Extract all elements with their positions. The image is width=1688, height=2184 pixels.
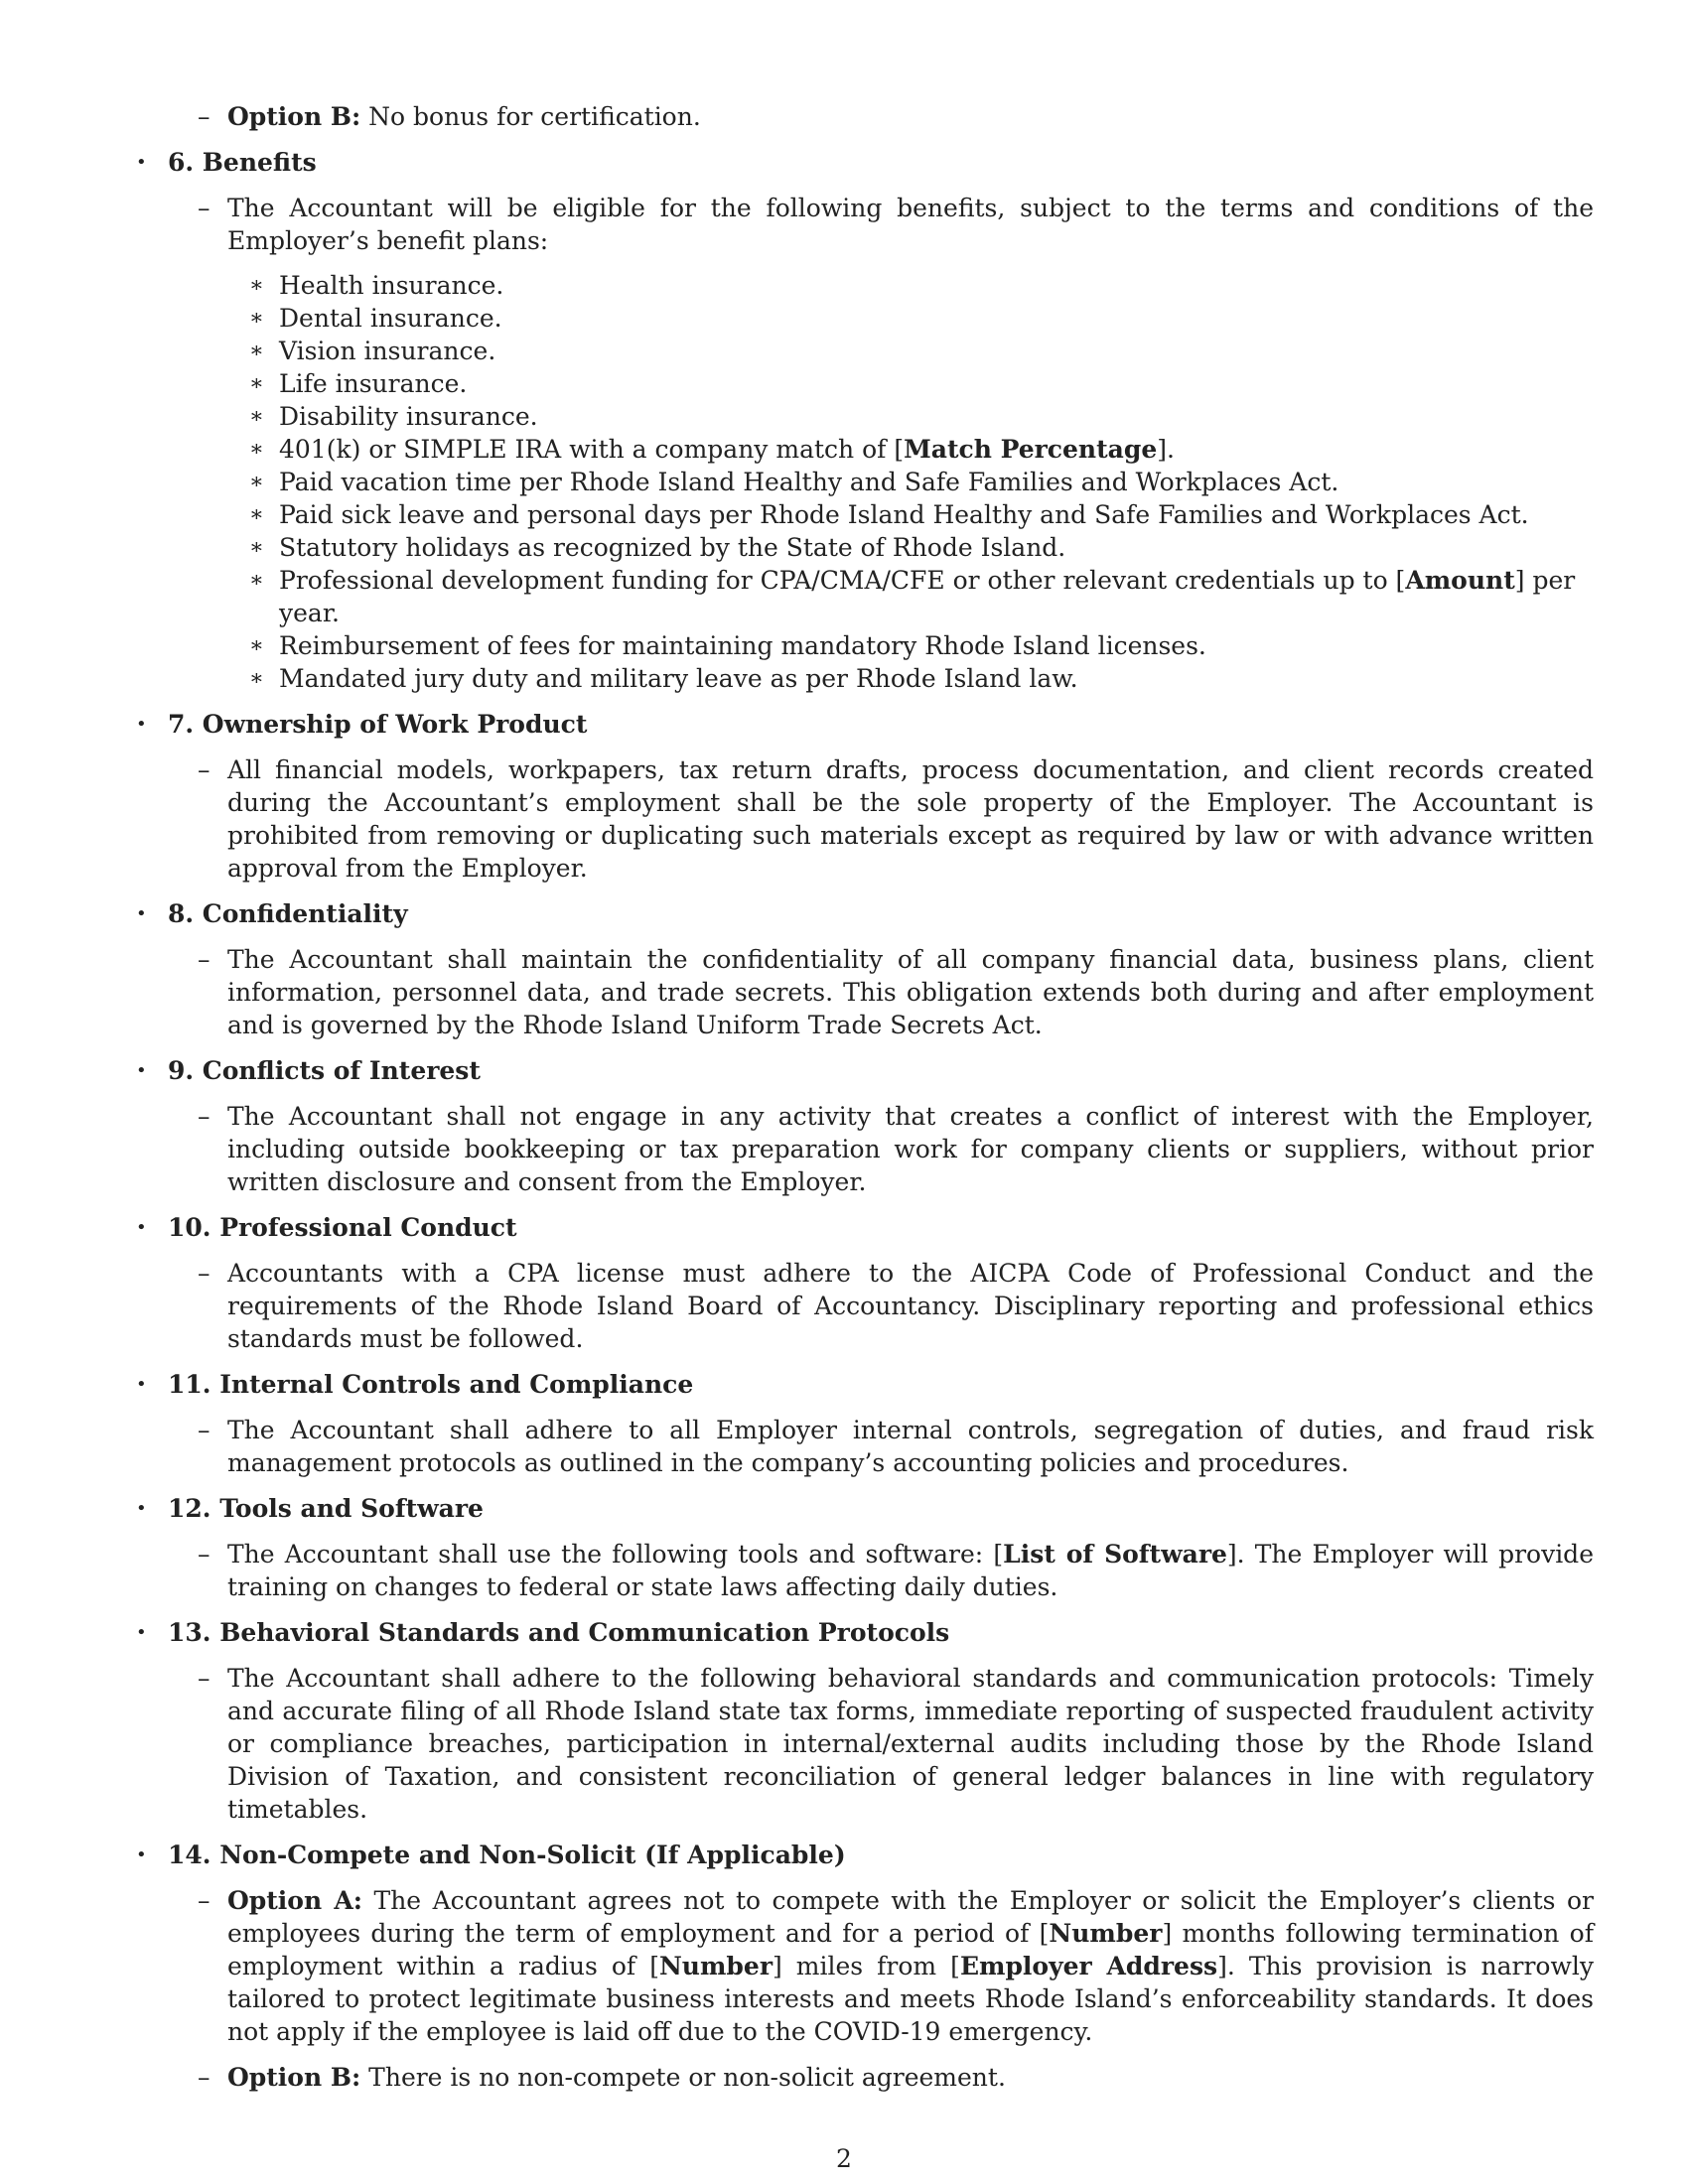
- option-text: No bonus for certification.: [360, 102, 701, 131]
- benefit-text: 401(k) or SIMPLE IRA with a company match of [: [279, 435, 905, 464]
- subsection-list: [168, 753, 1594, 885]
- section-title: 6. Benefits: [168, 148, 317, 177]
- dash-marker: –: [198, 1664, 211, 1693]
- bullet-icon: •: [136, 1498, 147, 1519]
- section-paragraph: [168, 1100, 1594, 1198]
- asterisk-icon: ∗: [249, 339, 264, 363]
- bullet-icon: •: [136, 1622, 147, 1643]
- asterisk-icon: ∗: [249, 371, 264, 396]
- subsection-list: [168, 1257, 1594, 1355]
- non-compete-option-a: [168, 1884, 1594, 2048]
- bullet-icon: •: [136, 152, 147, 173]
- document-content: [134, 100, 1594, 2107]
- benefit-text: Disability insurance.: [279, 402, 538, 431]
- dash-marker: –: [198, 1416, 211, 1444]
- dash-marker: –: [198, 1259, 211, 1288]
- section-non-compete: [134, 1839, 1594, 2094]
- benefit-text: Paid vacation time per Rhode Island Healthy and Safe Families and Workplaces Act.: [279, 468, 1339, 496]
- bullet-icon: •: [136, 714, 147, 735]
- asterisk-icon: ∗: [249, 568, 264, 593]
- option-label: Option A:: [227, 1886, 363, 1915]
- paragraph-text: The Accountant shall not engage in any activity that creates a conflict of interest with the Employer, including outside bookkeeping or tax preparation work for company clients or suppliers, without prior written disclosure and consent from the Employer.: [227, 1102, 1594, 1196]
- benefit-item: [249, 629, 1594, 662]
- dash-marker: –: [198, 1886, 211, 1915]
- benefits-intro-text: The Accountant will be eligible for the following benefits, subject to the terms and conditions of the Employer’s benefit plans:: [227, 194, 1594, 255]
- radius-number-placeholder: Number: [658, 1952, 773, 1980]
- section-benefits: [134, 146, 1594, 695]
- paragraph-text: All financial models, workpapers, tax return drafts, process documentation, and client records created during the Accountant’s employment shall be the sole property of the Employer. The Accountant is prohibited from removing or duplicating such materials except as required by law or with advance written approval from the Employer.: [227, 755, 1594, 883]
- section-tools-and-software: [134, 1492, 1594, 1603]
- section-ownership-of-work-product: [134, 708, 1594, 885]
- benefit-text: Dental insurance.: [279, 304, 502, 333]
- benefits-intro: [168, 192, 1594, 257]
- subsection-list: [168, 943, 1594, 1041]
- section-internal-controls: [134, 1368, 1594, 1479]
- benefit-item: [249, 400, 1594, 433]
- benefit-item: [249, 662, 1594, 695]
- option-a-text-part: The Accountant agrees not to compete with the Employer or solicit the Employer’s clients or employees during the term of employment and for a period of [: [227, 1886, 1594, 1948]
- section-title: 12. Tools and Software: [168, 1494, 484, 1523]
- benefit-text: Vision insurance.: [279, 337, 496, 365]
- benefit-item: [249, 367, 1594, 400]
- bullet-icon: •: [136, 903, 147, 924]
- benefit-item: [249, 466, 1594, 498]
- section-behavioral-standards: [134, 1616, 1594, 1826]
- dash-marker: –: [198, 194, 211, 222]
- non-compete-option-b: [168, 2061, 1594, 2094]
- option-a-text-part: ] miles from [: [773, 1952, 960, 1980]
- section-title: 14. Non-Compete and Non-Solicit (If Applicable): [168, 1841, 846, 1869]
- dash-marker: –: [198, 1102, 211, 1131]
- paragraph-text: Accountants with a CPA license must adhere to the AICPA Code of Professional Conduct and the requirements of the Rhode Island Board of Accountancy. Disciplinary reporting and professional ethics standards must be followed.: [227, 1259, 1594, 1353]
- section-professional-conduct: [134, 1211, 1594, 1355]
- months-number-placeholder: Number: [1049, 1919, 1163, 1948]
- benefit-text: Health insurance.: [279, 271, 504, 300]
- asterisk-icon: ∗: [249, 470, 264, 494]
- bullet-icon: •: [136, 1060, 147, 1081]
- asterisk-icon: ∗: [249, 633, 264, 658]
- benefits-list: [168, 269, 1594, 695]
- asterisk-icon: ∗: [249, 535, 264, 560]
- benefit-item: [249, 335, 1594, 367]
- dash-marker: –: [198, 1540, 211, 1569]
- section-title: 8. Confidentiality: [168, 899, 408, 928]
- section-title: 11. Internal Controls and Compliance: [168, 1370, 694, 1399]
- asterisk-icon: ∗: [249, 404, 264, 429]
- option-a-text-part: ] months following termination of employment within a radius of [: [227, 1919, 1594, 1980]
- benefit-item: [249, 498, 1594, 531]
- subsection-list: [168, 1414, 1594, 1479]
- benefit-item-professional-development: [249, 564, 1594, 629]
- benefit-text: Paid sick leave and personal days per Rhode Island Healthy and Safe Families and Workplaces Act.: [279, 500, 1529, 529]
- benefit-text-suffix: ] per year.: [279, 566, 1576, 627]
- software-list-placeholder: List of Software: [1003, 1540, 1227, 1569]
- benefit-text: Mandated jury duty and military leave as per Rhode Island law.: [279, 664, 1078, 693]
- dash-marker: –: [198, 2063, 211, 2092]
- section-paragraph: [168, 1257, 1594, 1355]
- asterisk-icon: ∗: [249, 666, 264, 691]
- amount-placeholder: Amount: [1405, 566, 1515, 595]
- benefit-text: Life insurance.: [279, 369, 468, 398]
- section-title: 10. Professional Conduct: [168, 1213, 517, 1242]
- asterisk-icon: ∗: [249, 273, 264, 298]
- asterisk-icon: ∗: [249, 437, 264, 462]
- option-label: Option B:: [227, 102, 361, 131]
- section-title: 9. Conflicts of Interest: [168, 1056, 481, 1085]
- bullet-icon: •: [136, 1374, 147, 1395]
- asterisk-icon: ∗: [249, 306, 264, 331]
- section-paragraph: [168, 1538, 1594, 1603]
- asterisk-icon: ∗: [249, 502, 264, 527]
- bullet-icon: •: [136, 1217, 147, 1238]
- benefit-text: Statutory holidays as recognized by the State of Rhode Island.: [279, 533, 1066, 562]
- paragraph-text: The Accountant shall adhere to all Employer internal controls, segregation of duties, and fraud risk management protocols as outlined in the company’s accounting policies and procedures.: [227, 1416, 1594, 1477]
- bullet-icon: •: [136, 1844, 147, 1865]
- paragraph-text-suffix: ]. The Employer will provide training on changes to federal or state laws affecting daily duties.: [227, 1540, 1594, 1601]
- section-conflicts-of-interest: [134, 1054, 1594, 1198]
- section-paragraph: [168, 1662, 1594, 1826]
- benefit-item: [249, 269, 1594, 302]
- page-number: 2: [836, 2144, 852, 2173]
- benefit-text: Professional development funding for CPA/CMA/CFE or other relevant credentials up to [: [279, 566, 1406, 595]
- employer-address-placeholder: Employer Address: [959, 1952, 1218, 1980]
- match-percentage-placeholder: Match Percentage: [904, 435, 1158, 464]
- section-confidentiality: [134, 897, 1594, 1041]
- paragraph-text: The Accountant shall use the following tools and software: [: [227, 1540, 1004, 1569]
- benefit-item-401k: [249, 433, 1594, 466]
- paragraph-text: The Accountant shall adhere to the following behavioral standards and communication protocols: Timely and accurate filing of all Rhode Island state tax forms, immediate reporting of suspected fraudulent activity or compliance breaches, participation in internal/external audits including those by the Rhode Island Division of Taxation, and consistent reconciliation of general ledger balances in line with regulatory timetables.: [227, 1664, 1594, 1824]
- option-b-text: There is no non-compete or non-solicit agreement.: [360, 2063, 1006, 2092]
- benefit-item: [249, 531, 1594, 564]
- benefit-item: [249, 302, 1594, 335]
- subsection-list: [168, 192, 1594, 695]
- subsection-list: [168, 1884, 1594, 2094]
- section-paragraph: [168, 943, 1594, 1041]
- dash-marker: –: [198, 102, 211, 131]
- dash-marker: –: [198, 755, 211, 784]
- option-label: Option B:: [227, 2063, 361, 2092]
- option-b-certification: [134, 100, 1594, 133]
- section-paragraph: [168, 1414, 1594, 1479]
- dash-marker: –: [198, 945, 211, 974]
- subsection-list: [168, 1538, 1594, 1603]
- subsection-list: [168, 1100, 1594, 1198]
- section-title: 7. Ownership of Work Product: [168, 710, 588, 739]
- subsection-list: [168, 1662, 1594, 1826]
- section-paragraph: [168, 753, 1594, 885]
- benefit-text: Reimbursement of fees for maintaining mandatory Rhode Island licenses.: [279, 631, 1206, 660]
- option-a-text-part: ]. This provision is narrowly tailored to protect legitimate business interests and meets Rhode Island’s enforceability standards. It does not apply if the employee is laid off due to the COVID-19 emergency.: [227, 1952, 1594, 2046]
- benefit-text-suffix: ].: [1157, 435, 1175, 464]
- paragraph-text: The Accountant shall maintain the confidentiality of all company financial data, business plans, client information, personnel data, and trade secrets. This obligation extends both during and after employment and is governed by the Rhode Island Uniform Trade Secrets Act.: [227, 945, 1594, 1039]
- section-title: 13. Behavioral Standards and Communication Protocols: [168, 1618, 950, 1647]
